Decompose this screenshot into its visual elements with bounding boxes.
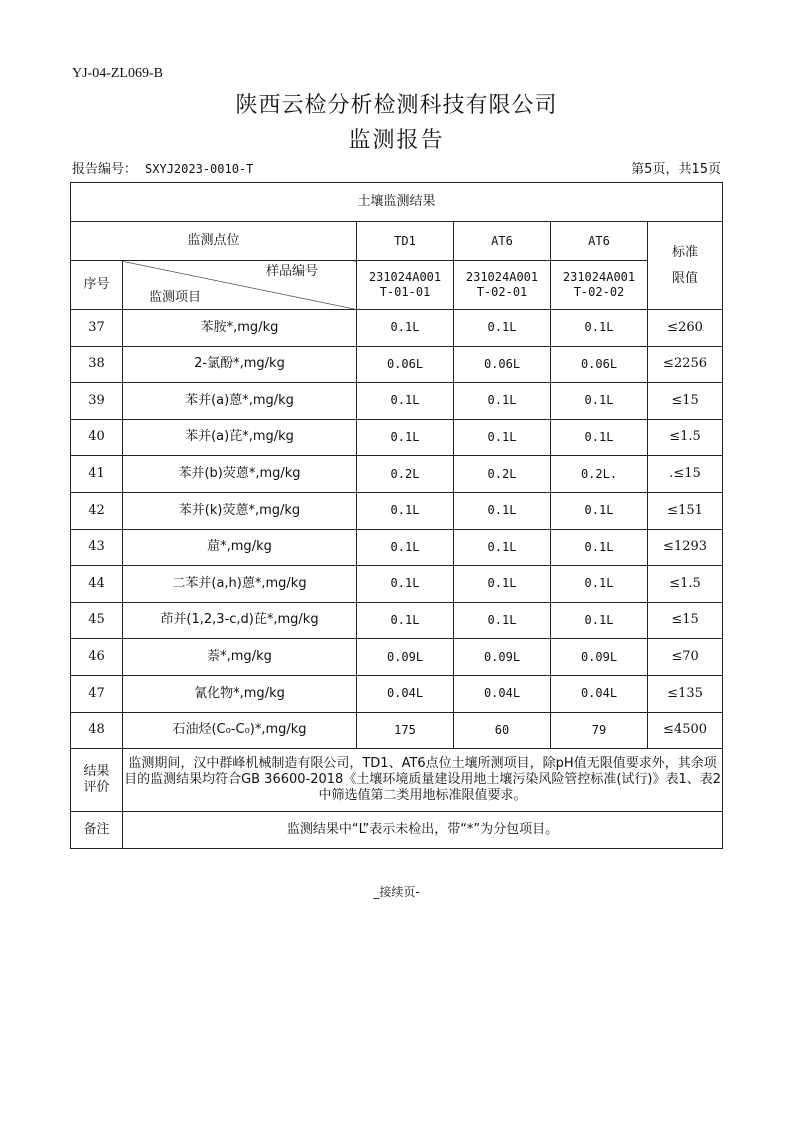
- row-value-2: 60: [454, 712, 551, 749]
- table-row: [71, 639, 723, 676]
- sample-3-line1: 231024A001: [562, 270, 636, 284]
- row-value-3: 0.04L: [551, 675, 648, 712]
- evaluation-text: 监测期间，汉中群峰机械制造有限公司，TD1、AT6点位土壤所测项目，除pH值无限值要求外，其余项目的监测结果均符合GB 36600-2018《土壤环境质量建设用地土壤污染风险管控标准(试行)》表1、表2中筛选值第二类用地标准限值要求。: [123, 749, 723, 812]
- note-label: 备注: [71, 812, 123, 849]
- row-value-3: 79: [551, 712, 648, 749]
- row-value-3: 0.09L: [551, 639, 648, 676]
- limit-label: 标准限值: [672, 244, 699, 286]
- row-value-3: 0.1L: [551, 529, 648, 566]
- row-no: 37: [71, 310, 123, 347]
- row-value-2: 0.1L: [454, 383, 551, 420]
- table-row: [71, 492, 723, 529]
- row-value-1: 175: [357, 712, 454, 749]
- row-item: 苯并(b)荧蒽*,mg/kg: [123, 456, 357, 493]
- row-value-3: 0.1L: [551, 383, 648, 420]
- row-value-2: 0.1L: [454, 566, 551, 603]
- row-item: 苯并(a)芘*,mg/kg: [123, 419, 357, 456]
- row-item: 苯并(a)蒽*,mg/kg: [123, 383, 357, 420]
- report-number-value: SXYJ2023-0010-T: [145, 162, 254, 176]
- seq-header: 序号: [71, 261, 123, 310]
- document-code: YJ-04-ZL069-B: [72, 66, 163, 81]
- row-item: 苯并(k)荧蒽*,mg/kg: [123, 492, 357, 529]
- row-value-1: 0.06L: [357, 346, 454, 383]
- report-number-label: 报告编号：: [72, 162, 138, 177]
- row-limit: ≤15: [648, 602, 723, 639]
- note-text: 监测结果中“L”表示未检出，带“*”为分包项目。: [123, 812, 723, 849]
- row-value-1: 0.2L: [357, 456, 454, 493]
- row-item: 氰化物*,mg/kg: [123, 675, 357, 712]
- row-no: 47: [71, 675, 123, 712]
- point-2: AT6: [454, 222, 551, 261]
- table-row: [71, 675, 723, 712]
- continued-page-note: _接续页-: [373, 885, 420, 899]
- soil-results-table: [70, 182, 723, 849]
- row-no: 43: [71, 529, 123, 566]
- row-value-1: 0.1L: [357, 566, 454, 603]
- row-value-2: 0.06L: [454, 346, 551, 383]
- row-value-1: 0.04L: [357, 675, 454, 712]
- row-no: 44: [71, 566, 123, 603]
- row-limit: ≤1293: [648, 529, 723, 566]
- row-limit: ≤4500: [648, 712, 723, 749]
- row-value-3: 0.1L: [551, 602, 648, 639]
- table-row: [71, 346, 723, 383]
- row-value-3: 0.1L: [551, 310, 648, 347]
- row-value-1: 0.1L: [357, 383, 454, 420]
- row-limit: ≤2256: [648, 346, 723, 383]
- point-3: AT6: [551, 222, 648, 261]
- row-value-3: 0.2L.: [551, 456, 648, 493]
- row-item: 苯胺*,mg/kg: [123, 310, 357, 347]
- evaluation-label-1: 结果: [83, 763, 110, 779]
- row-no: 42: [71, 492, 123, 529]
- table-row: [71, 419, 723, 456]
- row-value-1: 0.1L: [357, 529, 454, 566]
- table-row: [71, 310, 723, 347]
- row-no: 41: [71, 456, 123, 493]
- table-title: 土壤监测结果: [71, 183, 723, 222]
- sample-no-label: 样品编号: [265, 264, 318, 279]
- row-no: 46: [71, 639, 123, 676]
- table-row: [71, 566, 723, 603]
- row-value-2: 0.1L: [454, 310, 551, 347]
- row-value-1: 0.1L: [357, 419, 454, 456]
- report-number: [72, 158, 253, 177]
- row-no: 45: [71, 602, 123, 639]
- row-value-3: 0.06L: [551, 346, 648, 383]
- diagonal-header-cell: [123, 261, 357, 310]
- item-label: 监测项目: [149, 289, 202, 305]
- row-no: 39: [71, 383, 123, 420]
- row-value-2: 0.1L: [454, 602, 551, 639]
- page-info: 第5页，共15页: [631, 162, 721, 177]
- row-value-2: 0.09L: [454, 639, 551, 676]
- row-item: 二苯并(a,h)蒽*,mg/kg: [123, 566, 357, 603]
- sample-1-line1: 231024A001: [368, 270, 442, 284]
- row-limit: .≤15: [648, 456, 723, 493]
- table-row: [71, 529, 723, 566]
- row-value-3: 0.1L: [551, 566, 648, 603]
- row-value-1: 0.1L: [357, 602, 454, 639]
- row-item: 䓛*,mg/kg: [123, 529, 357, 566]
- row-no: 40: [71, 419, 123, 456]
- table-row: [71, 383, 723, 420]
- sample-2-line2: T-02-01: [476, 285, 528, 299]
- row-value-2: 0.2L: [454, 456, 551, 493]
- row-value-2: 0.1L: [454, 529, 551, 566]
- row-value-1: 0.1L: [357, 310, 454, 347]
- table-row: [71, 602, 723, 639]
- table-row: [71, 456, 723, 493]
- sample-1: [357, 261, 454, 310]
- row-value-2: 0.04L: [454, 675, 551, 712]
- evaluation-label-2: 评价: [83, 780, 110, 796]
- limit-header: [648, 222, 723, 310]
- row-limit: ≤70: [648, 639, 723, 676]
- sample-1-line2: T-01-01: [379, 285, 431, 299]
- report-title: 监测报告: [348, 128, 445, 153]
- row-limit: ≤260: [648, 310, 723, 347]
- point-1: TD1: [357, 222, 454, 261]
- sample-3: [551, 261, 648, 310]
- row-limit: ≤135: [648, 675, 723, 712]
- row-value-2: 0.1L: [454, 419, 551, 456]
- company-name: 陕西云检分析检测科技有限公司: [235, 93, 558, 118]
- row-value-3: 0.1L: [551, 492, 648, 529]
- row-item: 茚并(1,2,3-c,d)芘*,mg/kg: [123, 602, 357, 639]
- row-item: 2-氯酚*,mg/kg: [123, 346, 357, 383]
- row-limit: ≤15: [648, 383, 723, 420]
- row-no: 38: [71, 346, 123, 383]
- evaluation-label: [71, 749, 123, 812]
- row-value-1: 0.1L: [357, 492, 454, 529]
- sample-3-line2: T-02-02: [573, 285, 625, 299]
- row-value-3: 0.1L: [551, 419, 648, 456]
- row-item: 石油烃(C₀-C₀)*,mg/kg: [123, 712, 357, 749]
- sample-2: [454, 261, 551, 310]
- sample-2-line1: 231024A001: [465, 270, 539, 284]
- row-no: 48: [71, 712, 123, 749]
- row-limit: ≤151: [648, 492, 723, 529]
- row-value-2: 0.1L: [454, 492, 551, 529]
- row-limit: ≤1.5: [648, 566, 723, 603]
- row-item: 萘*,mg/kg: [123, 639, 357, 676]
- row-value-1: 0.09L: [357, 639, 454, 676]
- row-limit: ≤1.5: [648, 419, 723, 456]
- table-row: [71, 712, 723, 749]
- point-label: 监测点位: [71, 222, 357, 261]
